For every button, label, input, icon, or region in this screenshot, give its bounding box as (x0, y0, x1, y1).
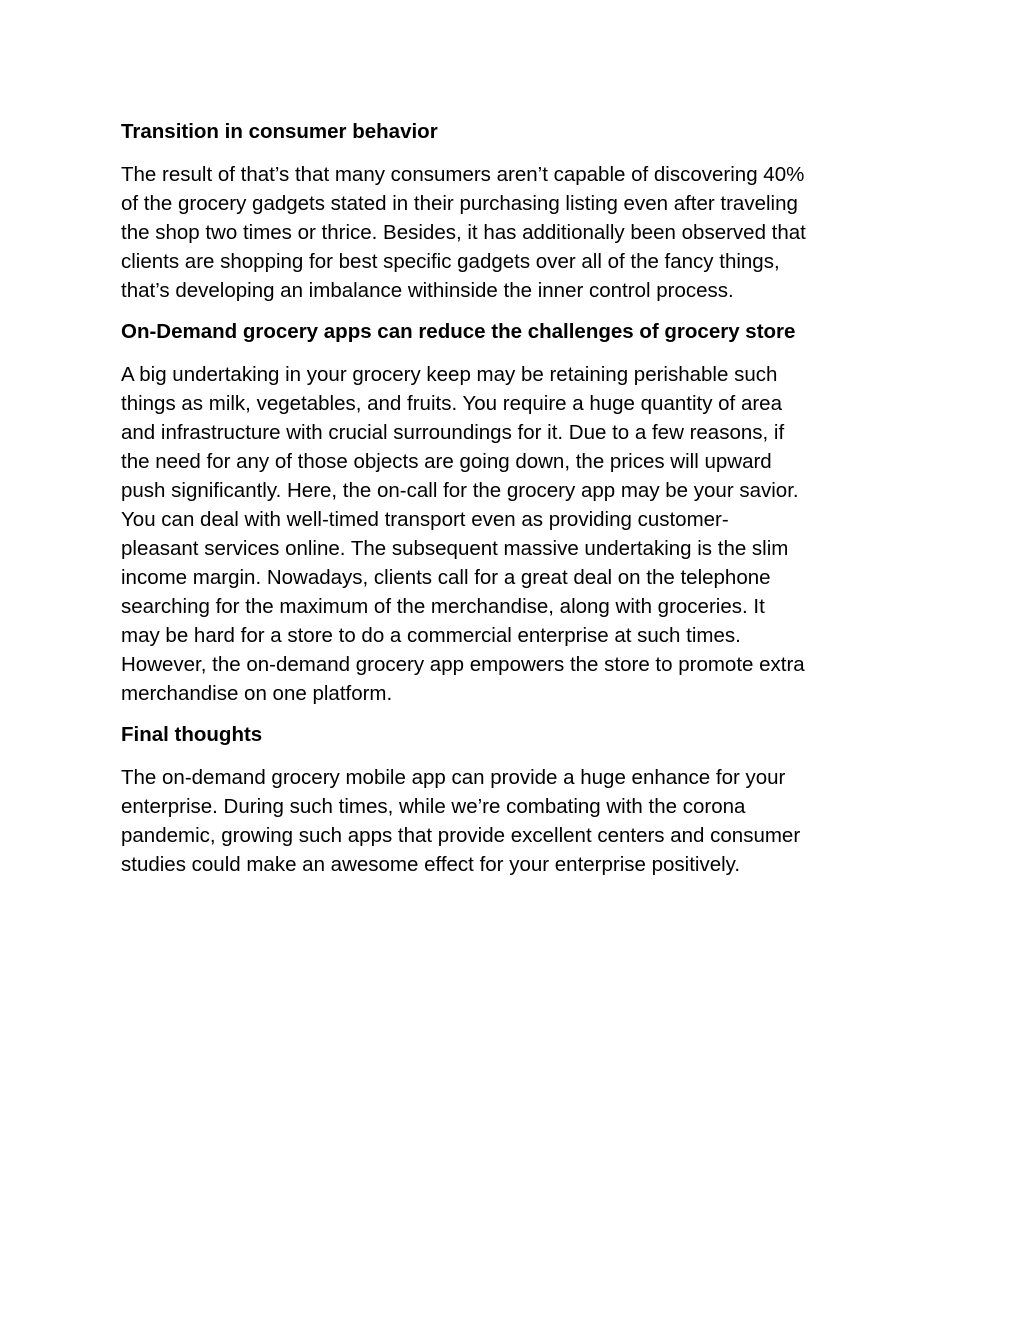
section-heading-final-thoughts: Final thoughts (121, 723, 263, 746)
paragraph-line: However, the on-demand grocery app empowers the store to promote extra (121, 653, 805, 676)
section-heading-consumer-behavior: Transition in consumer behavior (121, 120, 438, 143)
paragraph-line: the need for any of those objects are going down, the prices will upward (121, 450, 772, 473)
paragraph-line: things as milk, vegetables, and fruits. You require a huge quantity of area (121, 392, 782, 415)
paragraph-line: and infrastructure with crucial surroundings for it. Due to a few reasons, if (121, 421, 785, 444)
paragraph-line: searching for the maximum of the merchandise, along with groceries. It (121, 595, 765, 618)
section-paragraph-on-demand-apps (121, 360, 911, 708)
paragraph-line: pleasant services online. The subsequent massive undertaking is the slim (121, 537, 789, 560)
paragraph-line: may be hard for a store to do a commercial enterprise at such times. (121, 624, 741, 647)
paragraph-line: studies could make an awesome effect for your enterprise positively. (121, 853, 741, 876)
paragraph-line: The result of that’s that many consumers aren’t capable of discovering 40% (121, 163, 805, 186)
section-paragraph-consumer-behavior (121, 160, 911, 305)
paragraph-line: A big undertaking in your grocery keep may be retaining perishable such (121, 363, 778, 386)
paragraph-line: that’s developing an imbalance withinside the inner control process. (121, 279, 734, 302)
paragraph-line: enterprise. During such times, while we’re combating with the corona (121, 795, 746, 818)
paragraph-line: clients are shopping for best specific gadgets over all of the fancy things, (121, 250, 780, 273)
paragraph-line: merchandise on one platform. (121, 682, 393, 705)
document-body (121, 117, 911, 891)
paragraph-line: of the grocery gadgets stated in their purchasing listing even after traveling (121, 192, 798, 215)
section-heading-on-demand-apps: On-Demand grocery apps can reduce the challenges of grocery store (121, 320, 796, 343)
paragraph-line: The on-demand grocery mobile app can provide a huge enhance for your (121, 766, 786, 789)
paragraph-line: pandemic, growing such apps that provide excellent centers and consumer (121, 824, 801, 847)
paragraph-line: push significantly. Here, the on-call for the grocery app may be your savior. (121, 479, 799, 502)
paragraph-line: the shop two times or thrice. Besides, it has additionally been observed that (121, 221, 806, 244)
section-paragraph-final-thoughts (121, 763, 911, 879)
paragraph-line: You can deal with well-timed transport even as providing customer- (121, 508, 729, 531)
paragraph-line: income margin. Nowadays, clients call for a great deal on the telephone (121, 566, 771, 589)
